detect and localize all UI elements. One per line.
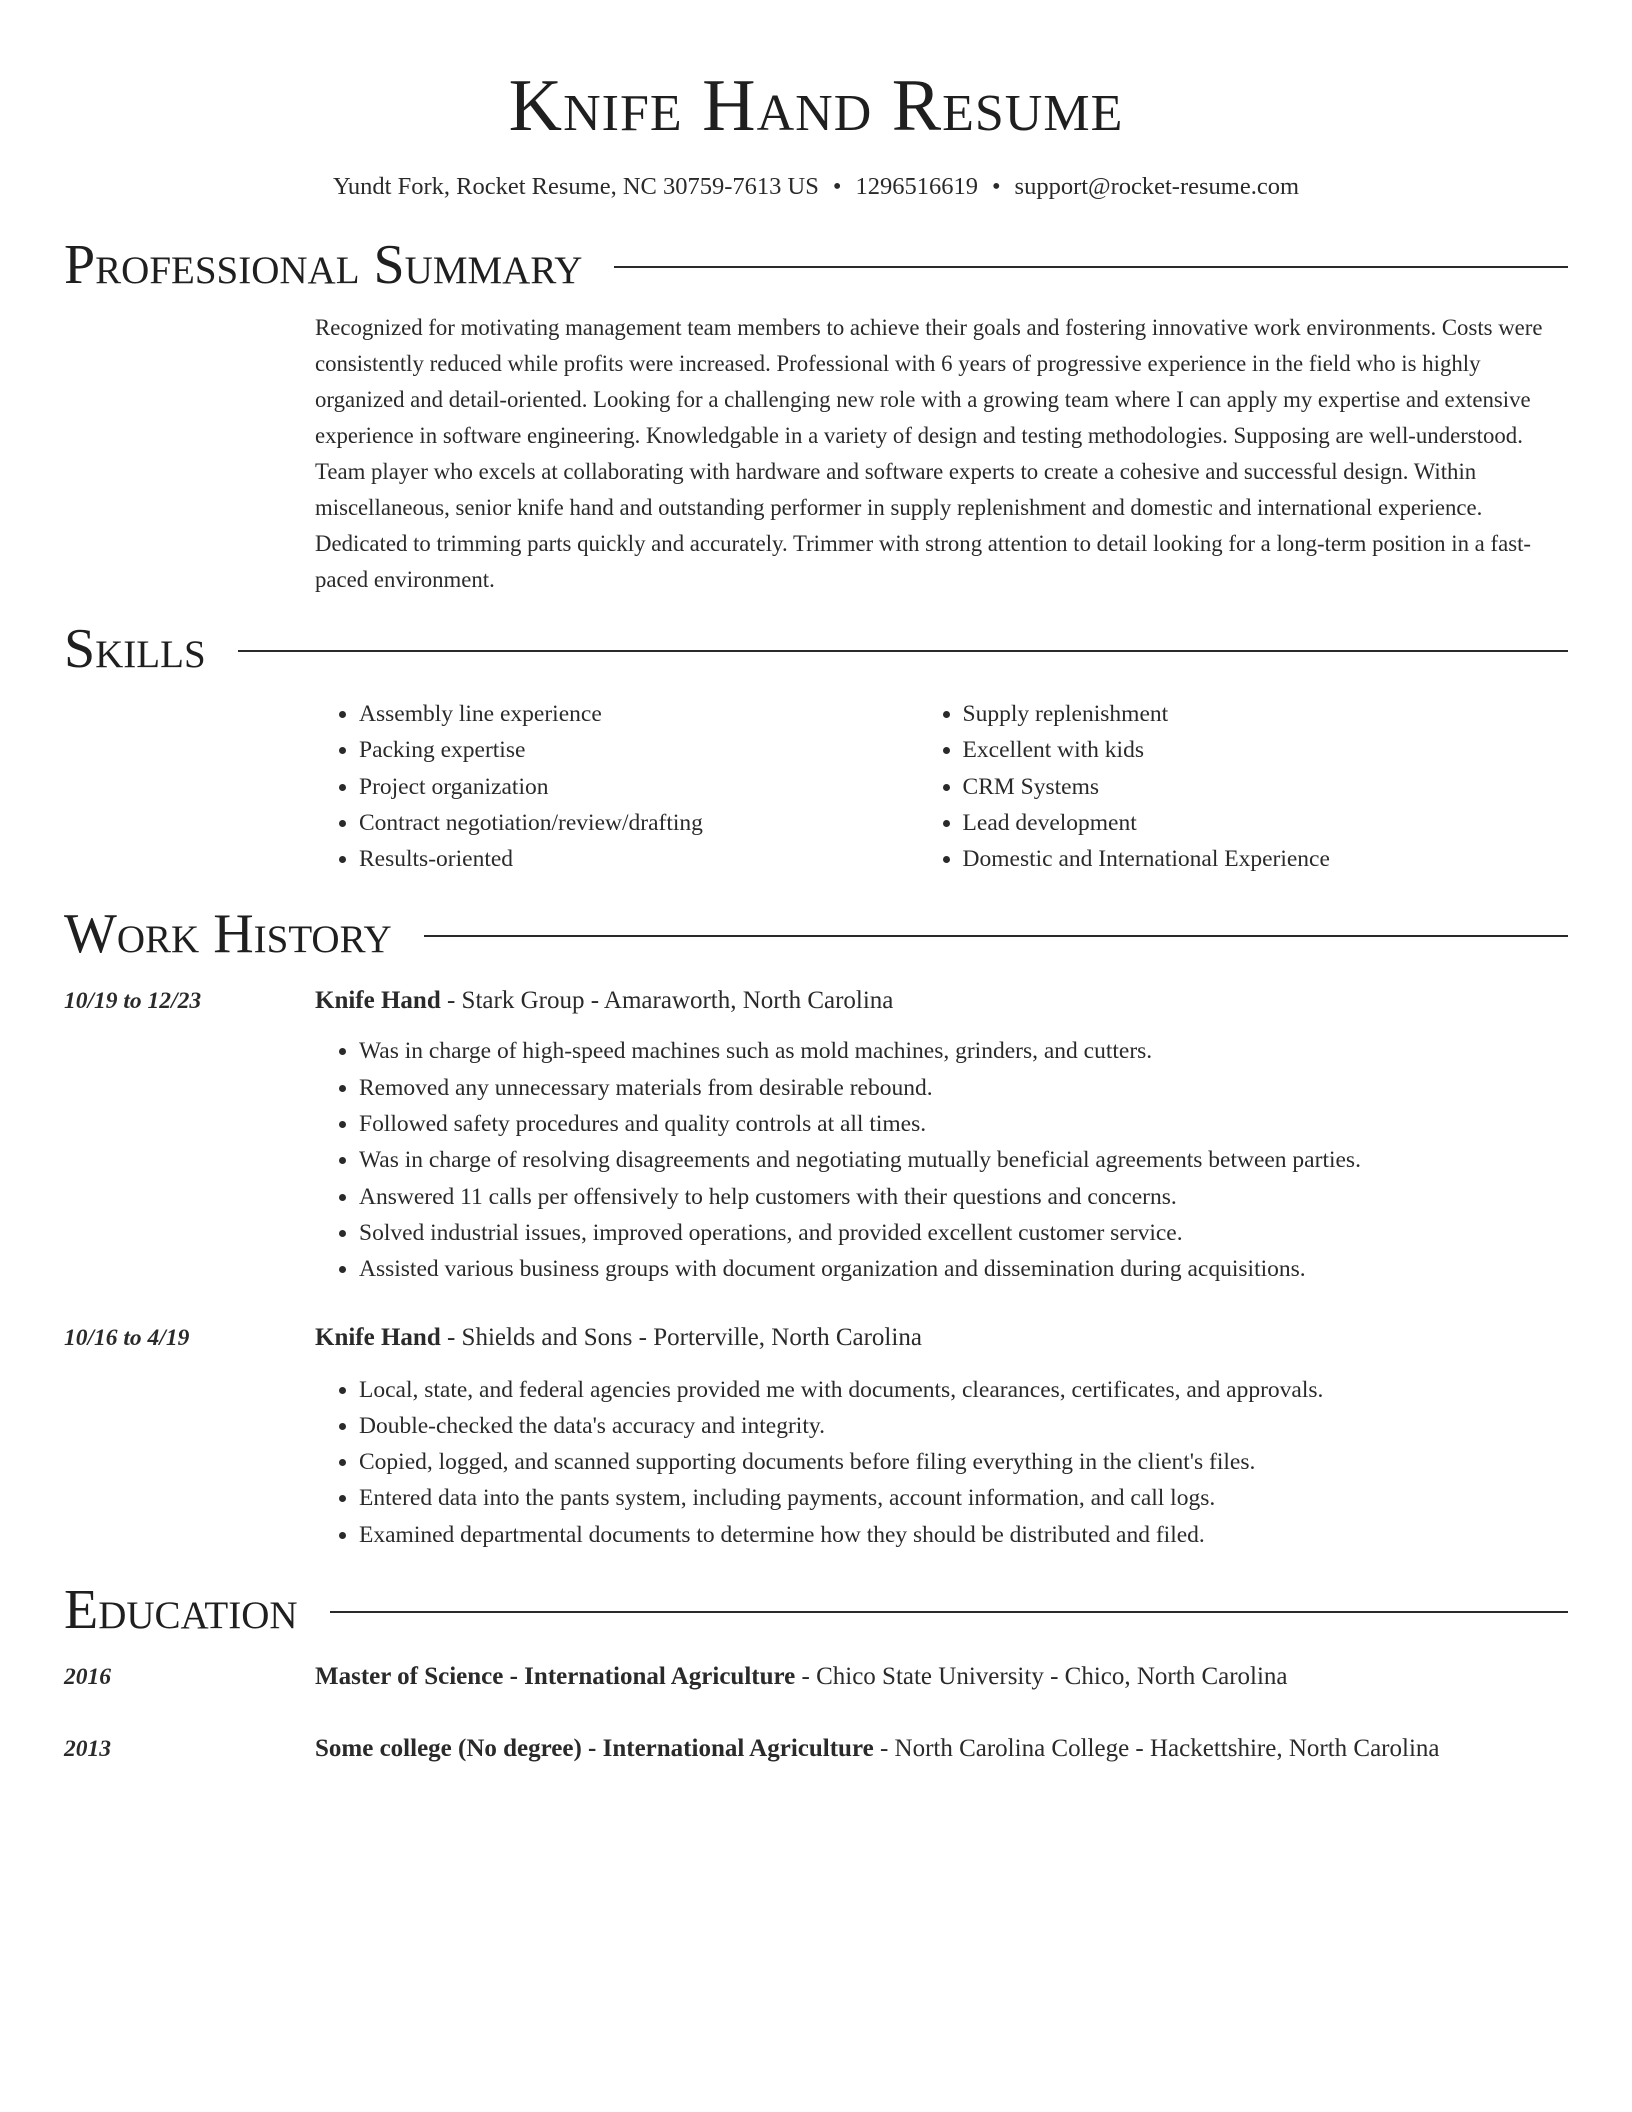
job-role: Knife Hand [315,987,441,1015]
education-section-header [64,1575,1568,1645]
job-bullet: • Local, state, and federal agencies provided me with documents, clearances, certificates, and approvals. [359,1372,1568,1408]
skills-title: Skills [64,618,206,680]
job-bullet: • Examined departmental documents to determine how they should be distributed and filed. [359,1517,1568,1553]
section-divider [330,1611,1568,1613]
education-details: - Chico State University - Chico, North Carolina [795,1663,1288,1691]
job-dates: 10/19 to 12/23 [64,988,202,1015]
summary-section-header [64,230,1568,300]
contact-separator: • [832,173,842,200]
job-bullet: • Was in charge of high-speed machines such as mold machines, grinders, and cutters. [359,1033,1568,1069]
summary-title: Professional Summary [64,234,583,296]
skills-section-header [64,614,1568,684]
resume-name: Knife Hand Resume [508,65,1124,147]
contact-separator: • [991,173,1001,200]
skill-item: • Excellent with kids [963,732,1568,768]
skills-column-right [919,696,1568,877]
skill-item: • Project organization [359,769,919,805]
education-headline [315,1659,1288,1695]
education-headline [315,1731,1440,1767]
education-row [64,1659,1568,1695]
job-bullets [315,1372,1568,1553]
job-headline [315,983,893,1019]
education-entry [64,1659,1568,1695]
job-bullet: • Double-checked the data's accuracy and integrity. [359,1408,1568,1444]
job-bullet: • Answered 11 calls per offensively to help customers with their questions and concerns. [359,1179,1568,1215]
education-entry [64,1731,1568,1767]
job-entry [64,983,1568,1287]
skill-item: • Results-oriented [359,841,919,877]
contact-email: support@rocket-resume.com [1014,173,1300,200]
education-row [64,1731,1568,1767]
job-bullet: • Solved industrial issues, improved operations, and provided excellent customer service. [359,1215,1568,1251]
education-details: - North Carolina College - Hackettshire, North Carolina [873,1735,1440,1763]
job-entry [64,1320,1568,1553]
section-divider [614,266,1568,268]
job-details: - Stark Group - Amaraworth, North Carolina [440,987,894,1015]
job-role: Knife Hand [315,1323,441,1351]
job-bullet: • Copied, logged, and scanned supporting documents before filing everything in the client's files. [359,1444,1568,1480]
job-bullet: • Removed any unnecessary materials from desirable rebound. [359,1070,1568,1106]
job-details: - Shields and Sons - Porterville, North Carolina [440,1323,922,1351]
job-bullet: • Entered data into the pants system, including payments, account information, and call logs. [359,1480,1568,1516]
skill-item: • Contract negotiation/review/drafting [359,805,919,841]
skills-list [315,696,1568,877]
skill-item: • Assembly line experience [359,696,919,732]
skill-item: • Lead development [963,805,1568,841]
education-degree: Master of Science - International Agriculture [315,1663,796,1691]
section-divider [424,935,1568,937]
section-divider [238,650,1568,652]
job-bullet: • Was in charge of resolving disagreements and negotiating mutually beneficial agreements between parties. [359,1142,1568,1178]
job-header [64,1320,1568,1356]
job-header [64,983,1568,1019]
work-title: Work History [64,903,392,966]
contact-line [64,170,1568,204]
contact-address: Yundt Fork, Rocket Resume, NC 30759-7613 US [332,173,819,200]
summary-text: Recognized for motivating management team members to achieve their goals and fostering innovative work environments. Costs were consistently reduced while profits were increased. Professional with 6 years of progressive experience in the field who is highly organized and detail-oriented. Looking for a challenging new role with a growing team where I can apply my expertise and extensive experience in software engineering. Knowledgable in a variety of design and testing methodologies. Supposing are well-understood. Team player who excels at collaborating with hardware and software experts to create a cohesive and successful design. Within miscellaneous, senior knife hand and outstanding performer in supply replenishment and domestic and international experience. Dedicated to trimming parts quickly and accurately. Trimmer with strong attention to detail looking for a long-term position in a fast-paced environment. [315,315,1543,592]
skill-item: • Packing expertise [359,732,919,768]
work-section-header [64,899,1568,969]
contact-phone: 1296516619 [855,173,978,200]
skill-item: • Supply replenishment [963,696,1568,732]
job-bullets [315,1033,1568,1287]
skill-item: • CRM Systems [963,769,1568,805]
education-degree: Some college (No degree) - International Agriculture [315,1735,874,1763]
job-bullet: • Assisted various business groups with document organization and dissemination during acquisitions. [359,1251,1568,1287]
education-year: 2013 [64,1736,111,1763]
skill-item: • Domestic and International Experience [963,841,1568,877]
education-title: Education [64,1579,298,1642]
job-headline [315,1320,922,1356]
resume-page [64,0,1568,1767]
education-year: 2016 [64,1664,111,1691]
job-bullet: • Followed safety procedures and quality controls at all times. [359,1106,1568,1142]
skills-column-left [315,696,919,877]
job-dates: 10/16 to 4/19 [64,1324,190,1351]
